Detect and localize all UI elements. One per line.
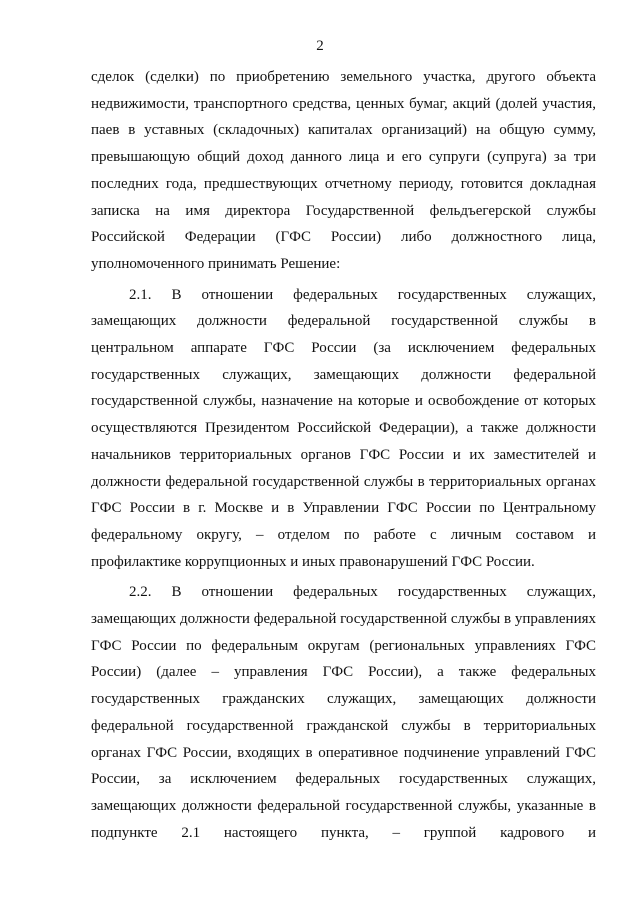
- page-number: 2: [316, 38, 324, 54]
- paragraph-2-1: 2.1. В отношении федеральных государственных служащих, замещающих должности федеральной государственной службы в центральном аппарате ГФС России (за исключением федеральных государственных служащих, замещающих должности федеральной государственной службы, назначение на которые и освобождение от которых осуществляются Президентом Российской Федерации), а также должности начальников территориальных органов ГФС России и их заместителей и должности федеральной государственной службы в территориальных органах ГФС России в г. Москве и в Управлении ГФС России по Центральному федеральному округу, – отделом по работе с личным составом и профилактике коррупционных и иных правонарушений ГФС России.: [91, 286, 596, 570]
- document-body: [91, 64, 596, 846]
- paragraph-continuation: сделок (сделки) по приобретению земельного участка, другого объекта недвижимости, транспортного средства, ценных бумаг, акций (долей участия, паев в уставных (складочных) капиталах организаций) на общую сумму, превышающую общий доход данного лица и его супруги (супруга) за три последних года, предшествующих отчетному периоду, готовится докладная записка на имя директора Государственной фельдъегерской службы Российской Федерации (ГФС России) либо должностного лица, уполномоченного принимать Решение:: [91, 69, 596, 272]
- paragraph-2-2: 2.2. В отношении федеральных государственных служащих, замещающих должности федеральной государственной службы в управлениях ГФС России по федеральным округам (региональных управлениях ГФС России) (далее – управления ГФС России), а также федеральных государственных гражданских служащих, замещающих должности федеральной государственной гражданской службы в территориальных органах ГФС России, входящих в оперативное подчинение управлений ГФС России, за исключением федеральных государственных служащих, замещающих должности федеральной государственной службы, указанные в подпункте 2.1 настоящего пункта, – группой кадрового и: [91, 584, 596, 841]
